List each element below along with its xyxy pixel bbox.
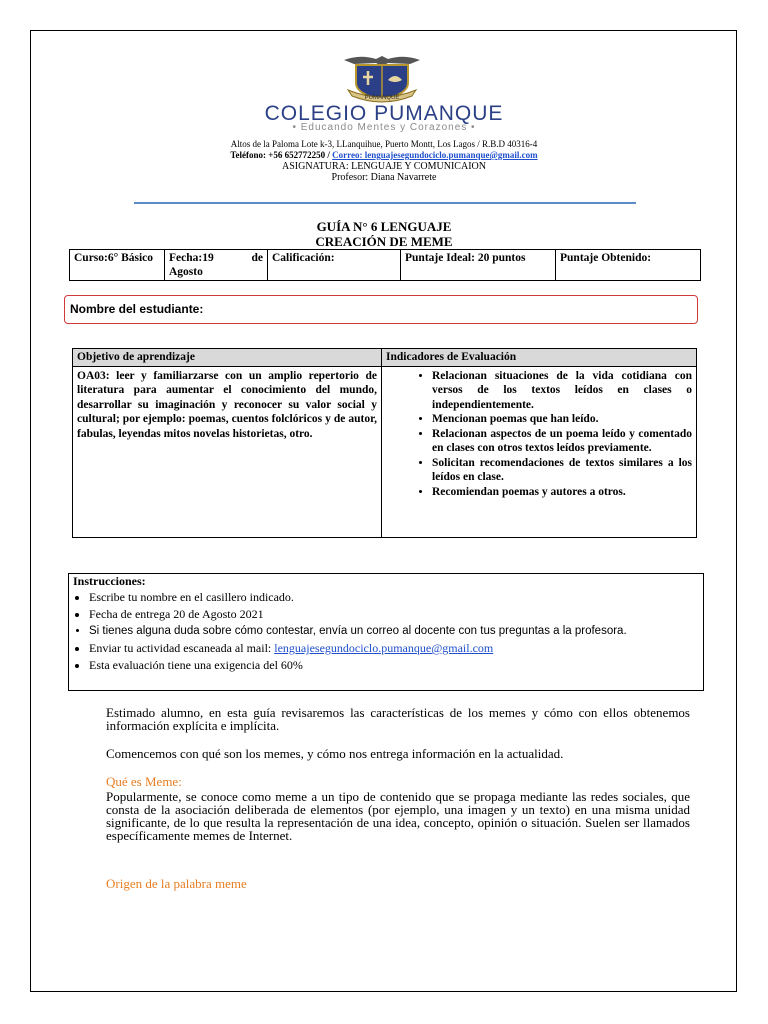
- instruction-item: • Esta evaluación tiene una exigencia del 60%: [89, 657, 699, 674]
- lead-paragraph: Comencemos con qué son los memes, y cómo nos entrega información en la actualidad.: [106, 746, 564, 761]
- intro-paragraph: Estimado alumno, en esta guía revisaremos las características de los memes y cómo con ellos obtenemos información explícita e implícita.: [106, 705, 690, 733]
- instruction-email-link[interactable]: lenguajesegundociclo.pumanque@gmail.com: [274, 641, 494, 655]
- fecha-cell: [165, 250, 268, 281]
- indicators-header: Indicadores de Evaluación: [382, 349, 697, 367]
- indicator-item: • Recomiendan poemas y autores a otros.: [432, 485, 692, 500]
- instruction-item: • Si tienes alguna duda sobre cómo contestar, envía un correo al docente con tus preguntas a la profesora.: [89, 623, 699, 640]
- instructions-title: Instrucciones:: [73, 574, 146, 588]
- instruction-item-email: [89, 640, 699, 657]
- email-link[interactable]: Correo: lenguajesegundociclo.pumanque@gmail.com: [332, 150, 538, 160]
- indicator-item: • Solicitan recomendaciones de textos similares a los leídos en clase.: [432, 456, 692, 485]
- phone-label: Teléfono: +56 652772250 /: [230, 150, 330, 160]
- school-crest-logo: [340, 50, 424, 104]
- indicators-list: [386, 369, 692, 500]
- objective-header: Objetivo de aprendizaje: [73, 349, 382, 367]
- logo-banner-text: PUMANQUE: [364, 95, 400, 101]
- school-motto: • Educando Mentes y Corazones •: [292, 122, 476, 133]
- fecha-label: Fecha:19: [169, 252, 214, 264]
- guide-title: GUÍA N° 6 LENGUAJE: [316, 219, 452, 234]
- subject-label: ASIGNATURA: LENGUAJE Y COMUNICAION: [282, 161, 486, 172]
- guide-title-block: [0, 219, 768, 249]
- objectives-table: [72, 348, 697, 538]
- indicator-item: • Mencionan poemas que han leído.: [432, 412, 692, 427]
- puntaje-obtenido-cell: Puntaje Obtenido:: [556, 250, 701, 281]
- section-heading-what-is-meme: Qué es Meme:: [106, 774, 182, 789]
- header-divider: [134, 202, 636, 204]
- curso-cell: Curso:6° Básico: [70, 250, 165, 281]
- school-contact-block: [0, 139, 768, 183]
- guide-subtitle: CREACIÓN DE MEME: [315, 234, 453, 249]
- instruction-item: • Escribe tu nombre en el casillero indicado.: [89, 589, 699, 606]
- definition-paragraph: Popularmente, se conoce como meme a un tipo de contenido que se propaga mediante las redes sociales, que consta de la asociación deliberada de elementos (por ejemplo, una imagen y un texto) en una misma unidad significante, de lo que resulta la representación de una idea, concepto, opinión o situación. Suelen ser llamados específicamente memes de Internet.: [106, 789, 690, 843]
- objective-text: OA03: leer y familiarzarse con un amplio repertorio de literatura para aumentar el conocimiento del mundo, desarrollar su imaginación y reconocer su valor social y cultural; por ejemplo: poemas, cuentos folclóricos y de autor, fabulas, leyendas mitos novelas historietas, otro.: [73, 366, 382, 537]
- instruction-item: • Fecha de entrega 20 de Agosto 2021: [89, 606, 699, 623]
- instructions-list: [73, 589, 699, 674]
- teacher-label: Profesor: Diana Navarrete: [331, 172, 437, 183]
- indicator-item: • Relacionan aspectos de un poema leído y comentado en clases con otros textos leídos previamente.: [432, 427, 692, 456]
- school-name: COLEGIO PUMANQUE: [264, 102, 504, 125]
- puntaje-ideal-cell: Puntaje Ideal: 20 puntos: [401, 250, 556, 281]
- fecha-de: de: [251, 252, 263, 264]
- fecha-month: Agosto: [169, 266, 203, 278]
- instructions-box: [68, 573, 704, 691]
- school-address: Altos de la Paloma Lote k-3, LLanquihue, Puerto Montt, Los Lagos / R.B.D 40316-4: [230, 139, 538, 149]
- student-name-field[interactable]: Nombre del estudiante:: [64, 295, 698, 324]
- instruction-email-label: Enviar tu actividad escaneada al mail:: [89, 641, 272, 655]
- indicators-cell: [382, 366, 697, 537]
- calificacion-cell: Calificación:: [268, 250, 401, 281]
- school-phone-line: [0, 150, 768, 161]
- indicator-item: • Relacionan situaciones de la vida cotidiana con versos de los textos leídos en clases o independientemente.: [432, 369, 692, 413]
- section-heading-origin: Origen de la palabra meme: [106, 876, 247, 891]
- info-table: [69, 249, 701, 281]
